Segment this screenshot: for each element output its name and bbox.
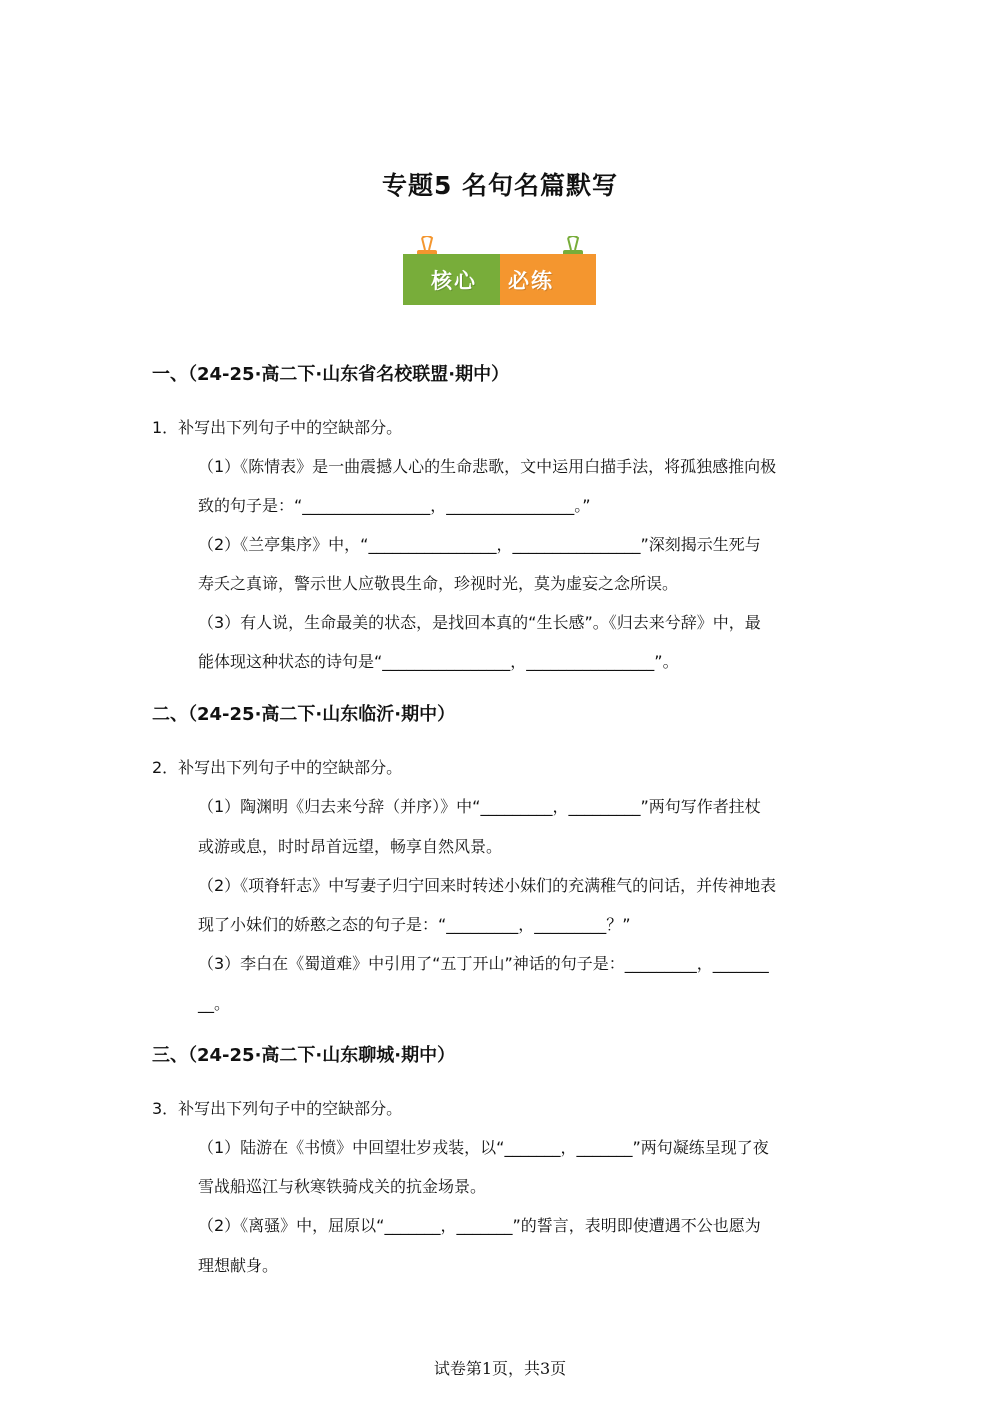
badge-left-text: 核心 — [431, 269, 477, 293]
question-line: __。 — [198, 994, 231, 1013]
page-footer: 试卷第1页，共3页 — [433, 1359, 567, 1378]
question-line: （1）《陈情表》是一曲震撼人心的生命悲歌，文中运用白描手法，将孤独感推向极 — [198, 457, 777, 476]
question-line: （3）李白在《蜀道难》中引用了“五丁开山”神话的句子是：_________，_______ — [198, 954, 769, 973]
question-line: 理想献身。 — [198, 1256, 279, 1275]
question-line: （3）有人说，生命最美的状态，是找回本真的“生长感”。《归去来兮辞》中，最 — [198, 613, 761, 632]
question-line: （2）《兰亭集序》中，“________________，________________”深刻揭示生死与 — [198, 535, 761, 554]
section-heading: 二、（24-25·高二下·山东临沂·期中） — [152, 704, 456, 725]
question-stem: 3．补写出下列句子中的空缺部分。 — [152, 1099, 403, 1118]
question-line: （2）《项脊轩志》中写妻子归宁回来时转述小妹们的充满稚气的问话，并传神地表 — [198, 876, 777, 895]
question-stem: 1．补写出下列句子中的空缺部分。 — [152, 418, 403, 437]
question-line: （1）陆游在《书愤》中回望壮岁戎装，以“_______，_______”两句凝练呈现了夜 — [198, 1138, 769, 1157]
question-line: 现了小妹们的娇憨之态的句子是：“_________，_________？” — [198, 915, 631, 934]
question-line: 寿夭之真谛，警示世人应敬畏生命，珍视时光，莫为虚妄之念所误。 — [198, 574, 679, 593]
question-line: 致的句子是：“________________，________________。” — [198, 496, 591, 515]
question-line: 雪战船巡江与秋寒铁骑戍关的抗金场景。 — [198, 1177, 487, 1196]
badge-right-text: 必练 — [508, 269, 554, 293]
core-practice-badge — [403, 236, 596, 306]
question-line: （2）《离骚》中，屈原以“_______，_______”的誓言，表明即使遭遇不公也愿为 — [198, 1216, 761, 1235]
page-title: 专题5 名句名篇默写 — [381, 171, 619, 200]
question-line: 能体现这种状态的诗句是“________________，________________”。 — [198, 652, 679, 671]
question-line: （1）陶渊明《归去来兮辞（并序）》中“_________，_________”两句写作者拄杖 — [198, 797, 761, 816]
section-heading: 三、（24-25·高二下·山东聊城·期中） — [152, 1045, 456, 1066]
question-stem: 2．补写出下列句子中的空缺部分。 — [152, 758, 403, 777]
question-line: 或游或息，时时昂首远望，畅享自然风景。 — [198, 837, 503, 856]
section-heading: 一、（24-25·高二下·山东省名校联盟·期中） — [152, 364, 510, 385]
